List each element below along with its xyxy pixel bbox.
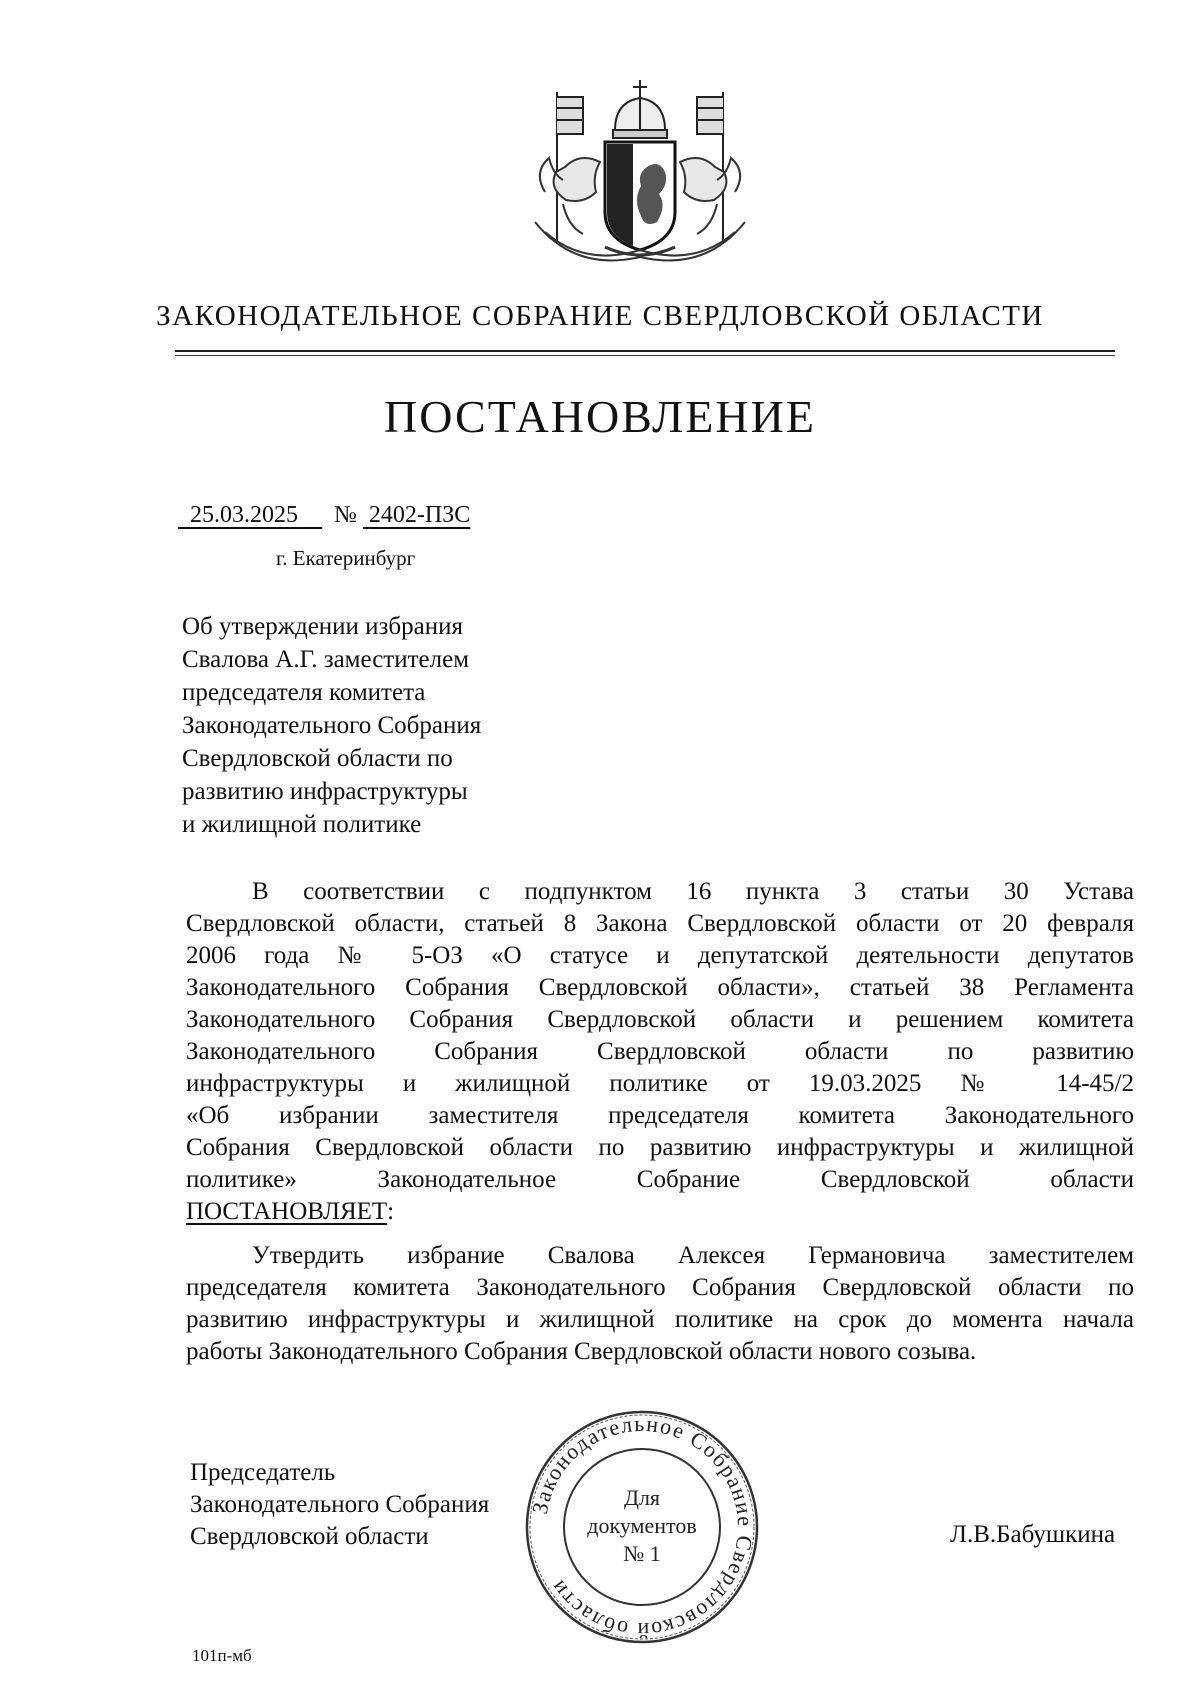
body-line: Законодательного Собрания Свердловской области», статьей 38 Регламента bbox=[186, 974, 1134, 1001]
subject-line: Свалова А.Г. заместителем bbox=[182, 646, 470, 673]
decision-paragraph bbox=[186, 1240, 1134, 1368]
body-line: политике» Законодательное Собрание Свердловской области bbox=[186, 1166, 1134, 1193]
header-rule bbox=[175, 350, 1115, 352]
official-stamp bbox=[522, 1407, 762, 1647]
document-date: 25.03.2025 bbox=[190, 502, 298, 528]
body-line: инфраструктуры и жилищной политике от 19.03.2025 № 14-45/2 bbox=[186, 1070, 1134, 1097]
stamp-center-line: документов bbox=[587, 1513, 697, 1538]
subject-line: развитию инфраструктуры bbox=[182, 778, 468, 805]
subject-line: председателя комитета bbox=[182, 679, 426, 706]
coat-of-arms-emblem bbox=[515, 72, 765, 272]
body-line: 2006 года № 5-ОЗ «О статусе и депутатской деятельности депутатов bbox=[186, 942, 1134, 969]
resolve-line bbox=[186, 1196, 1134, 1228]
signer-title bbox=[190, 1457, 489, 1553]
preamble-paragraph bbox=[186, 876, 1134, 1228]
subject-line: и жилищной политике bbox=[182, 811, 422, 838]
stamp-center-line: Для bbox=[623, 1485, 661, 1510]
signer-title-line: Председатель bbox=[190, 1459, 336, 1486]
subject-line: Об утверждении избрания bbox=[182, 613, 464, 640]
resolve-word: ПОСТАНОВЛЯЕТ bbox=[186, 1198, 388, 1225]
decision-line: работы Законодательного Собрания Свердловской области нового созыва. bbox=[186, 1338, 977, 1365]
decision-line: развитию инфраструктуры и жилищной политике на срок до момента начала bbox=[186, 1306, 1134, 1333]
body-line: Законодательного Собрания Свердловской области и решением комитета bbox=[186, 1006, 1134, 1033]
signer-name: Л.В.Бабушкина bbox=[950, 1521, 1116, 1548]
body-line: Законодательного Собрания Свердловской области по развитию bbox=[186, 1038, 1134, 1065]
stamp-ring-text: Законодательное Собрание Свердловской области bbox=[526, 1410, 759, 1644]
body-line: Свердловской области, статьей 8 Закона Свердловской области от 20 февраля bbox=[186, 910, 1134, 937]
body-line: Собрания Свердловской области по развитию инфраструктуры и жилищной bbox=[186, 1134, 1134, 1161]
signer-title-line: Законодательного Собрания bbox=[190, 1491, 490, 1518]
number-sign: № bbox=[334, 502, 357, 528]
org-name: ЗАКОНОДАТЕЛЬНОЕ СОБРАНИЕ СВЕРДЛОВСКОЙ ОБЛАСТИ bbox=[156, 300, 1044, 332]
date-number-line bbox=[178, 502, 470, 529]
body-line: В соответствии с подпунктом 16 пункта 3 статьи 30 Устава bbox=[252, 878, 1134, 905]
signer-title-line: Свердловской области bbox=[190, 1523, 429, 1550]
decision-line: председателя комитета Законодательного Собрания Свердловской области по bbox=[186, 1274, 1134, 1301]
resolve-suffix: : bbox=[387, 1198, 395, 1225]
decision-line: Утвердить избрание Свалова Алексея Германовича заместителем bbox=[252, 1242, 1134, 1269]
city: г. Екатеринбург bbox=[276, 546, 416, 570]
document-number: 2402-ПЗС bbox=[368, 502, 471, 528]
document-code: 101п-мб bbox=[192, 1646, 252, 1665]
header-rule-thin bbox=[175, 355, 1115, 356]
document-type-title: ПОСТАНОВЛЕНИЕ bbox=[384, 391, 816, 442]
subject-line: Законодательного Собрания bbox=[182, 712, 482, 739]
subject-line: Свердловской области по bbox=[182, 745, 453, 772]
body-line: «Об избрании заместителя председателя комитета Законодательного bbox=[186, 1102, 1134, 1129]
document-subject bbox=[182, 610, 602, 841]
stamp-center-line: № 1 bbox=[623, 1541, 661, 1566]
